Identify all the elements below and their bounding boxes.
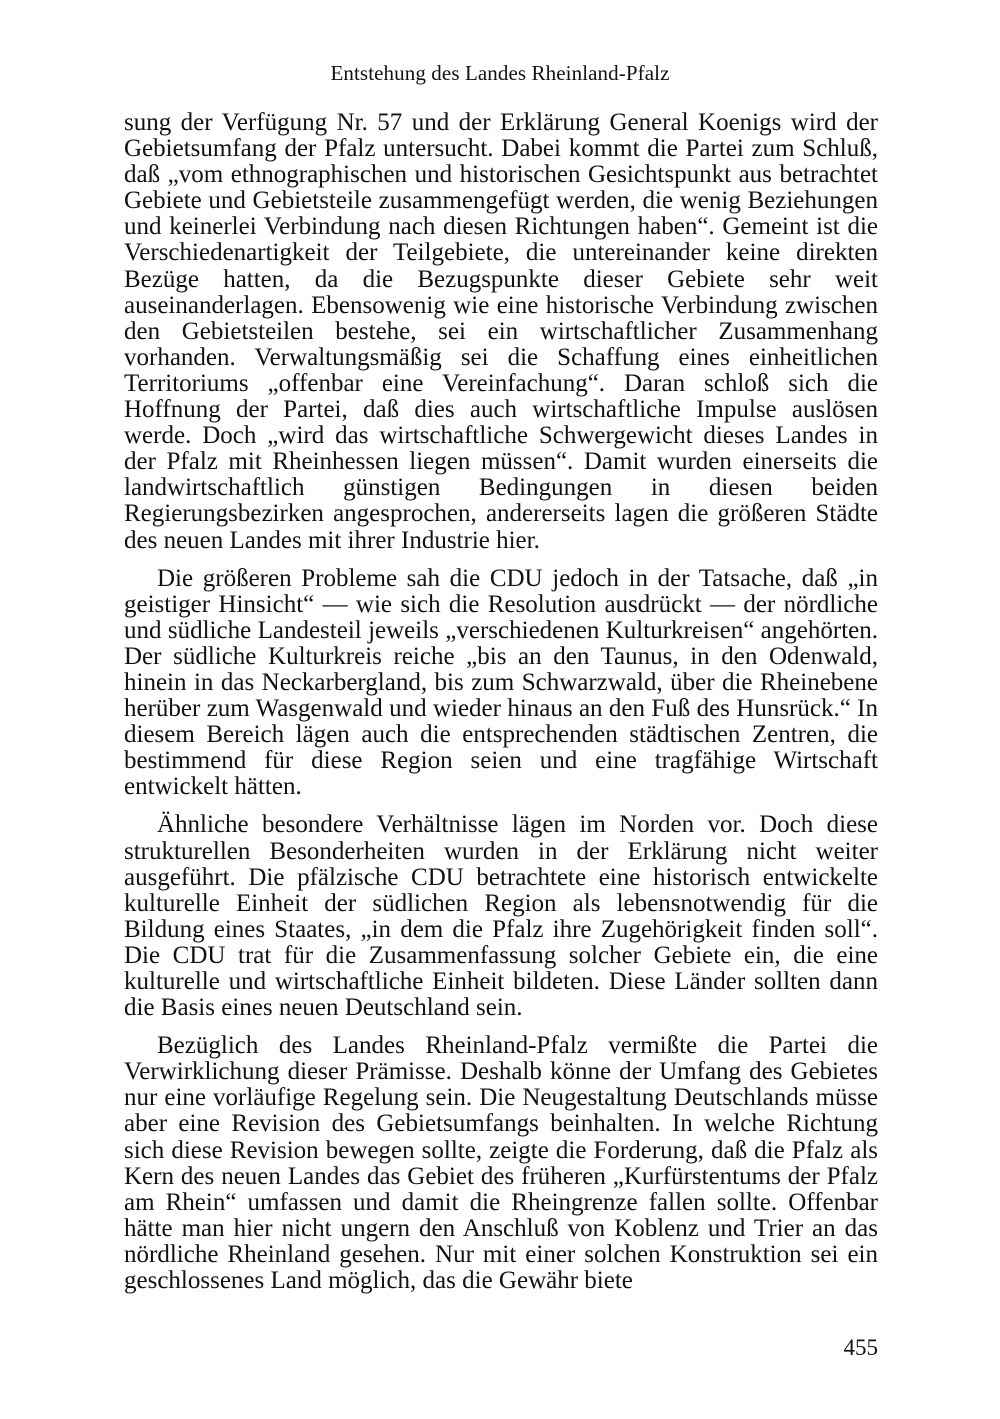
body-text [124,110,878,1306]
paragraph-2: Die größeren Probleme sah die CDU jedoch in der Tatsache, daß „in geistiger Hinsicht“ — wie sich die Resolution ausdrückt — der nördliche und südliche Landesteil jeweils „verschiedenen Kulturkreisen“ angehörten. Der südliche Kulturkreis reiche „bis an den Taunus, in den Odenwald, hinein in das Neckarbergland, bis zum Schwarzwald, über die Rheinebene herüber zum Wasgenwald und wieder hinaus an den Fuß des Hunsrück.“ In diesem Bereich lägen auch die entsprechenden städtischen Zentren, die bestimmend für diese Region seien und eine tragfähige Wirtschaft entwickelt hätten. [124,564,878,801]
paragraph-1: sung der Verfügung Nr. 57 und der Erklärung General Koenigs wird der Gebietsumfang der Pfalz untersucht. Dabei kommt die Partei zum Schluß, daß „vom ethnographischen und historischen Gesichtspunkt aus betrachtet Gebiete und Gebietsteile zusammengefügt werden, die wenig Beziehungen und keinerlei Verbindung nach diesen Richtungen haben“. Gemeint ist die Verschiedenartigkeit der Teilgebiete, die untereinander keine direkten Bezüge hatten, da die Bezugspunkte dieser Gebiete sehr weit auseinanderlagen. Ebensowenig wie eine historische Verbindung zwischen den Gebietsteilen bestehe, sei ein wirtschaftlicher Zusammenhang vorhanden. Verwaltungsmäßig sei die Schaffung eines einheitlichen Territoriums „offenbar eine Vereinfachung“. Daran schloß sich die Hoffnung der Partei, daß dies auch wirtschaftliche Impulse auslösen werde. Doch „wird das wirtschaftliche Schwergewicht dieses Landes in der Pfalz mit Rheinhessen liegen müssen“. Damit wurden einerseits die landwirtschaftlich günstigen Bedingungen in diesen beiden Regierungsbezirken angesprochen, andererseits lagen die größeren Städte des neuen Landes mit ihrer Industrie hier. [124,109,878,554]
paragraph-3: Ähnliche besondere Verhältnisse lägen im Norden vor. Doch diese strukturellen Besonderheiten wurden in der Erklärung nicht weiter ausgeführt. Die pfälzische CDU betrachtete eine historisch entwickelte kulturelle Einheit der südlichen Region als lebensnotwendig für die Bildung eines Staates, „in dem die Pfalz ihre Zugehörigkeit finden soll“. Die CDU trat für die Zusammenfassung solcher Gebiete ein, die eine kulturelle und wirtschaftliche Einheit bildeten. Diese Länder sollten dann die Basis eines neuen Deutschland sein. [124,811,878,1022]
page-number: 455 [843,1335,878,1360]
paragraph-4: Bezüglich des Landes Rheinland-Pfalz vermißte die Partei die Verwirklichung dieser Prämisse. Deshalb könne der Umfang des Gebietes nur eine vorläufige Regelung sein. Die Neugestaltung Deutschlands müsse aber eine Revision des Gebietsumfangs beinhalten. In welche Richtung sich diese Revision bewegen sollte, zeigte die Forderung, daß die Pfalz als Kern des neuen Landes das Gebiet des früheren „Kurfürstentums der Pfalz am Rhein“ umfassen und damit die Rheingrenze fallen sollte. Offenbar hätte man hier nicht ungern den Anschluß von Koblenz und Trier an das nördliche Rheinland gesehen. Nur mit einer solchen Konstruktion sei ein geschlossenes Land möglich, das die Gewähr biete [124,1032,878,1295]
running-header: Entstehung des Landes Rheinland-Pfalz [330,61,670,85]
